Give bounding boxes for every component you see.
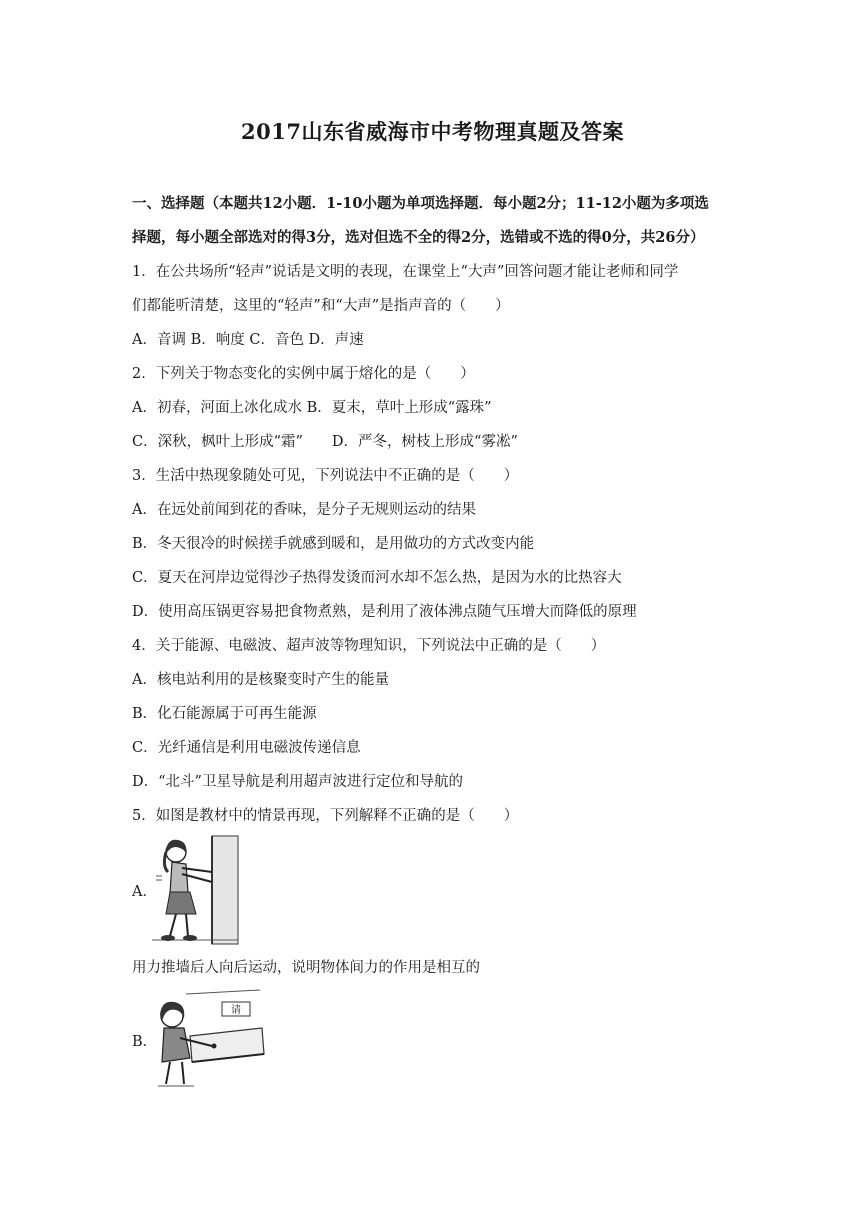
q3-stem: 3．生活中热现象随处可见，下列说法中不正确的是（ ）: [132, 468, 519, 484]
q5-option-a-label: A．: [132, 884, 157, 900]
q3-option-b: B．冬天很冷的时候搓手就感到暖和，是用做功的方式改变内能: [132, 536, 535, 552]
q3-option-d: D．使用高压锅更容易把食物煮熟，是利用了液体沸点随气压增大而降低的原理: [132, 604, 637, 620]
q2-stem: 2．下列关于物态变化的实例中属于熔化的是（ ）: [132, 366, 475, 382]
page-title: 2017山东省威海市中考物理真题及答案: [241, 119, 624, 144]
q1-options: A．音调 B．响度 C．音色 D．声速: [132, 332, 364, 348]
q3-option-c: C．夏天在河岸边觉得沙子热得发烫而河水却不怎么热，是因为水的比热容大: [132, 570, 622, 586]
q5-stem: 5．如图是教材中的情景再现，下列解释不正确的是（ ）: [132, 808, 519, 824]
section-heading-line-2: 择题，每小题全部选对的得3分，选对但选不全的得2分，选错或不选的得0分，共26分）: [132, 229, 705, 246]
q2-options-line-2: C．深秋，枫叶上形成“霜” D．严冬，树枝上形成“雾凇”: [132, 434, 518, 450]
q4-stem: 4．关于能源、电磁波、超声波等物理知识，下列说法中正确的是（ ）: [132, 638, 606, 654]
q4-option-b: B．化石能源属于可再生能源: [132, 706, 317, 722]
sign-text: 请: [231, 1005, 241, 1016]
push-wall-illustration: [152, 832, 242, 947]
q4-option-d: D．“北斗”卫星导航是利用超声波进行定位和导航的: [132, 774, 463, 790]
q4-option-c: C．光纤通信是利用电磁波传递信息: [132, 740, 361, 756]
q5-option-a-caption: 用力推墙后人向后运动，说明物体间力的作用是相互的: [132, 960, 480, 976]
section-heading-line-1: 一、选择题（本题共12小题．1-10小题为单项选择题．每小题2分；11-12小题为多项选: [132, 195, 709, 212]
q3-option-a: A．在远处前闻到花的香味，是分子无规则运动的结果: [132, 502, 476, 518]
q4-option-a: A．核电站利用的是核聚变时产生的能量: [132, 672, 389, 688]
q1-stem-line-2: 们都能听清楚，这里的“轻声”和“大声”是指声音的（ ）: [132, 298, 510, 314]
q2-options-line-1: A．初春，河面上冰化成水 B．夏末，草叶上形成“露珠”: [132, 400, 492, 416]
q1-stem-line-1: 1．在公共场所“轻声”说话是文明的表现，在课堂上“大声”回答问题才能让老师和同学: [132, 264, 679, 280]
q5-option-b-label: B．: [132, 1034, 158, 1050]
writing-illustration: [150, 988, 268, 1088]
